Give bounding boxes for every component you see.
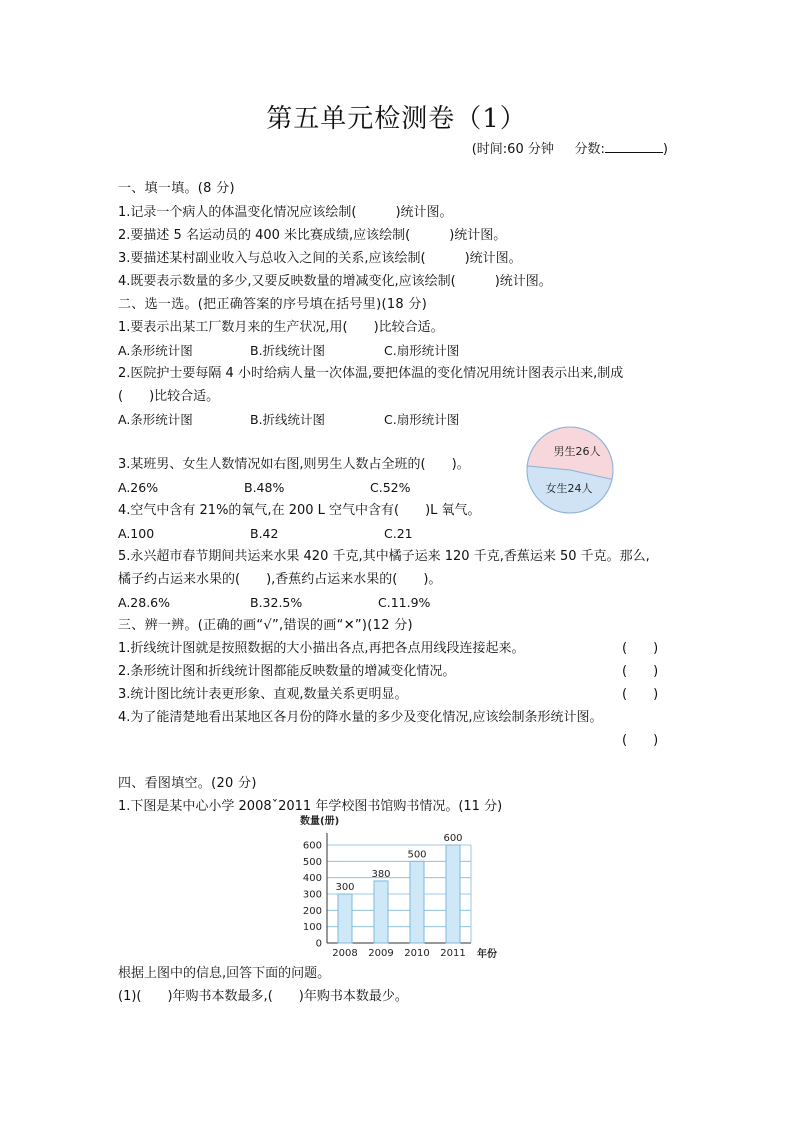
s4-question-1: 1.下图是某中心小学 2008ˇ2011 年学校图书馆购书情况。(11 分)	[118, 799, 503, 814]
pie-label-girls: 女生24人	[545, 482, 593, 495]
book-purchase-bar-chart	[290, 812, 510, 962]
bar-value-label: 300	[335, 882, 355, 893]
y-axis-label: 数量(册)	[300, 816, 340, 827]
s2-q2-option-b: B.折线统计图	[250, 412, 326, 427]
section-2-heading: 二、选一选。(把正确答案的序号填在括号里)(18 分)	[118, 297, 428, 312]
bar-2010	[410, 861, 424, 943]
s4-subquestion-1: (1)( )年购书本数最多,( )年购书本数最少。	[118, 989, 408, 1004]
bar-2009	[374, 881, 388, 943]
s2-question-1: 1.要表示出某工厂数月来的生产状况,用( )比较合适。	[118, 320, 444, 335]
s2-question-4: 4.空气中含有 21%的氧气,在 200 L 空气中含有( )L 氧气。	[118, 503, 481, 518]
y-tick-label: 600	[302, 840, 322, 852]
bar-2011	[446, 845, 460, 943]
s2-q1-option-a: A.条形统计图	[118, 343, 193, 358]
s3-answer-paren-2[interactable]: ( )	[622, 664, 659, 679]
s2-question-5-line2: 橘子约占运来水果的( ),香蕉约占运来水果的( )。	[118, 572, 442, 587]
bar-value-label: 380	[371, 868, 391, 880]
s2-question-3: 3.某班男、女生人数情况如右图,则男生人数占全班的( )。	[118, 457, 470, 472]
x-tick-label: 2008	[332, 948, 358, 959]
time-label: (时间:60 分钟	[471, 142, 554, 157]
x-tick-label: 2011	[440, 948, 466, 959]
s2-q3-option-c: C.52%	[370, 480, 411, 495]
s3-question-3: 3.统计图比统计表更形象、直观,数量关系更明显。	[118, 687, 408, 702]
s2-question-2-line1: 2.医院护士要每隔 4 小时给病人量一次体温,要把体温的变化情况用统计图表示出来,制成	[118, 366, 624, 381]
x-axis-label: 年份	[477, 949, 497, 960]
s3-answer-paren-1[interactable]: ( )	[622, 641, 659, 656]
pie-label-boys: 男生26人	[553, 445, 601, 458]
section-4-heading: 四、看图填空。(20 分)	[118, 776, 257, 791]
s1-question-2: 2.要描述 5 名运动员的 400 米比赛成绩,应该绘制( )统计图。	[118, 228, 507, 243]
s2-question-5-line1: 5.永兴超市春节期间共运来水果 420 千克,其中橘子运来 120 千克,香蕉运来 50 千克。那么,	[118, 549, 650, 564]
s2-q4-option-a: A.100	[118, 526, 155, 541]
y-tick-label: 400	[302, 873, 322, 885]
y-tick-label: 300	[302, 889, 322, 901]
s3-question-1: 1.折线统计图就是按照数据的大小描出各点,再把各点用线段连接起来。	[118, 641, 525, 656]
y-tick-label: 100	[302, 922, 322, 934]
s2-q5-option-a: A.28.6%	[118, 595, 171, 610]
bar-value-label: 600	[443, 833, 463, 844]
bar-2008	[338, 894, 352, 943]
s2-q4-option-c: C.21	[384, 526, 413, 541]
y-tick-label: 500	[302, 856, 322, 868]
s3-answer-paren-4[interactable]: ( )	[622, 733, 659, 748]
s2-q2-option-a: A.条形统计图	[118, 412, 193, 427]
meta-close: )	[662, 142, 668, 157]
s3-answer-paren-3[interactable]: ( )	[622, 687, 659, 702]
x-tick-label: 2010	[404, 948, 430, 959]
section-3-heading: 三、辨一辨。(正确的画“√”,错误的画“✕”)(12 分)	[118, 618, 413, 633]
s2-q5-option-b: B.32.5%	[250, 595, 303, 610]
page-title: 第五单元检测卷（1）	[266, 104, 527, 134]
s2-q5-option-c: C.11.9%	[378, 595, 431, 610]
y-tick-label: 200	[302, 905, 322, 917]
s1-question-1: 1.记录一个病人的体温变化情况应该绘制( )统计图。	[118, 205, 453, 220]
s3-question-2: 2.条形统计图和折线统计图都能反映数量的增减变化情况。	[118, 664, 456, 679]
s2-q4-option-b: B.42	[250, 526, 279, 541]
bar-value-label: 500	[407, 849, 427, 861]
exam-meta	[472, 138, 668, 157]
s1-question-3: 3.要描述某村副业收入与总收入之间的关系,应该绘制( )统计图。	[118, 251, 522, 266]
score-label: 分数:	[574, 142, 605, 157]
s2-q3-option-a: A.26%	[118, 480, 159, 495]
s2-q3-option-b: B.48%	[244, 480, 285, 495]
y-tick-label: 0	[315, 938, 322, 950]
s2-question-2-line2: ( )比较合适。	[118, 389, 220, 404]
s1-question-4: 4.既要表示数量的多少,又要反映数量的增减变化,应该绘制( )统计图。	[118, 274, 552, 289]
s2-q1-option-b: B.折线统计图	[250, 343, 326, 358]
s3-question-4: 4.为了能清楚地看出某地区各月份的降水量的多少及变化情况,应该绘制条形统计图。	[118, 710, 603, 725]
section-1-heading: 一、填一填。(8 分)	[118, 181, 235, 196]
s2-q1-option-c: C.扇形统计图	[384, 343, 460, 358]
score-blank[interactable]	[605, 140, 663, 153]
s4-instruction: 根据上图中的信息,回答下面的问题。	[118, 966, 331, 981]
s2-q2-option-c: C.扇形统计图	[384, 412, 460, 427]
gender-pie-chart	[525, 425, 615, 515]
x-tick-label: 2009	[368, 948, 394, 959]
